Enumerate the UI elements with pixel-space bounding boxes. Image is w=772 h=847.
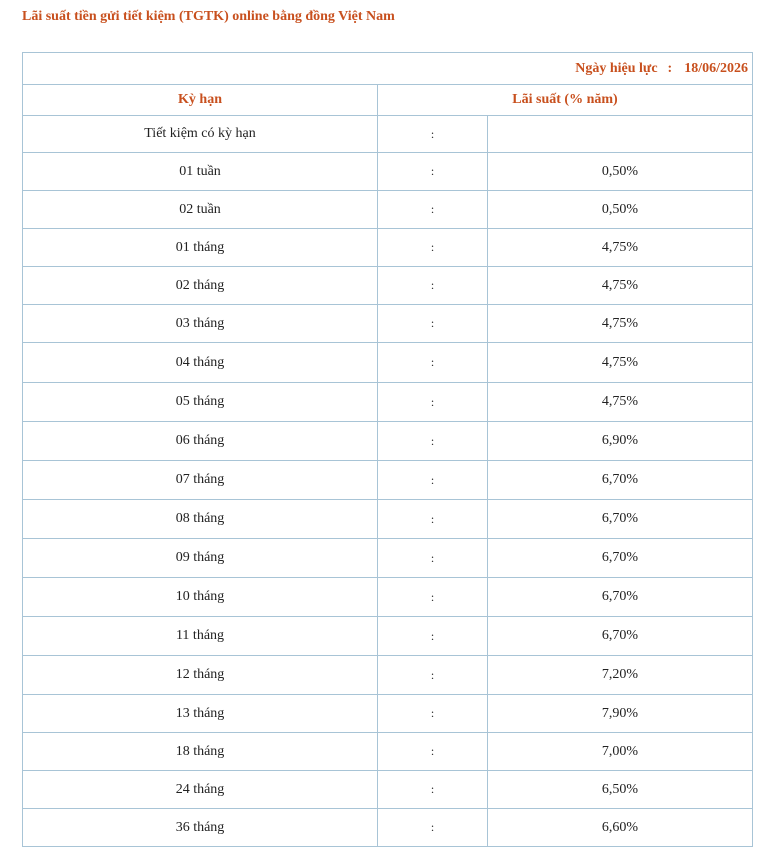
term-cell: 09 tháng — [23, 539, 378, 578]
effective-date-separator: : — [667, 60, 673, 76]
table-row — [23, 539, 753, 578]
rate-cell: 0,50% — [488, 191, 753, 229]
effective-date-label: Ngày hiệu lực — [575, 60, 658, 76]
rate-cell: 6,70% — [488, 617, 753, 656]
effective-date-row — [23, 53, 753, 85]
table-row — [23, 267, 753, 305]
rate-cell: 6,70% — [488, 578, 753, 617]
table-row — [23, 656, 753, 695]
separator-cell: : — [378, 539, 488, 578]
table-row — [23, 695, 753, 733]
term-cell: Tiết kiệm có kỳ hạn — [23, 116, 378, 153]
rate-cell: 4,75% — [488, 267, 753, 305]
term-cell: 04 tháng — [23, 343, 378, 383]
term-cell: 24 tháng — [23, 771, 378, 809]
page-title: Lãi suất tiền gửi tiết kiệm (TGTK) online bằng đồng Việt Nam — [22, 9, 395, 24]
rate-cell: 6,50% — [488, 771, 753, 809]
table-row — [23, 153, 753, 191]
term-cell: 11 tháng — [23, 617, 378, 656]
term-cell: 01 tháng — [23, 229, 378, 267]
term-column-header: Kỳ hạn — [23, 85, 378, 116]
table-row — [23, 116, 753, 153]
term-cell: 05 tháng — [23, 383, 378, 422]
term-cell: 08 tháng — [23, 500, 378, 539]
rate-cell: 7,90% — [488, 695, 753, 733]
effective-date-cell — [23, 53, 753, 85]
separator-cell: : — [378, 578, 488, 617]
separator-cell: : — [378, 617, 488, 656]
term-cell: 07 tháng — [23, 461, 378, 500]
table-row — [23, 422, 753, 461]
separator-cell: : — [378, 461, 488, 500]
table-row — [23, 229, 753, 267]
rate-cell: 7,00% — [488, 733, 753, 771]
table-row — [23, 578, 753, 617]
term-cell: 10 tháng — [23, 578, 378, 617]
interest-rate-table — [22, 52, 753, 847]
rate-cell — [488, 116, 753, 153]
separator-cell: : — [378, 695, 488, 733]
table-row — [23, 771, 753, 809]
separator-cell: : — [378, 422, 488, 461]
term-cell: 01 tuần — [23, 153, 378, 191]
table-row — [23, 383, 753, 422]
rate-cell: 6,70% — [488, 500, 753, 539]
term-cell: 02 tháng — [23, 267, 378, 305]
separator-cell: : — [378, 191, 488, 229]
separator-cell: : — [378, 305, 488, 343]
term-cell: 02 tuần — [23, 191, 378, 229]
rate-cell: 4,75% — [488, 229, 753, 267]
rate-cell: 4,75% — [488, 305, 753, 343]
term-cell: 12 tháng — [23, 656, 378, 695]
separator-cell: : — [378, 500, 488, 539]
separator-cell: : — [378, 656, 488, 695]
table-row — [23, 500, 753, 539]
separator-cell: : — [378, 116, 488, 153]
table-row — [23, 305, 753, 343]
term-cell: 18 tháng — [23, 733, 378, 771]
separator-cell: : — [378, 153, 488, 191]
table-row — [23, 733, 753, 771]
term-cell: 03 tháng — [23, 305, 378, 343]
effective-date-value: 18/06/2026 — [684, 60, 748, 76]
separator-cell: : — [378, 343, 488, 383]
rate-column-header: Lãi suất (% năm) — [378, 85, 753, 116]
separator-cell: : — [378, 383, 488, 422]
rate-cell: 7,20% — [488, 656, 753, 695]
table-row — [23, 343, 753, 383]
table-row — [23, 461, 753, 500]
separator-cell: : — [378, 771, 488, 809]
rate-cell: 4,75% — [488, 343, 753, 383]
table-row — [23, 617, 753, 656]
rate-cell: 6,90% — [488, 422, 753, 461]
term-cell: 06 tháng — [23, 422, 378, 461]
separator-cell: : — [378, 229, 488, 267]
separator-cell: : — [378, 809, 488, 847]
table-row — [23, 809, 753, 847]
rate-cell: 4,75% — [488, 383, 753, 422]
rate-cell: 6,60% — [488, 809, 753, 847]
rate-cell: 6,70% — [488, 461, 753, 500]
table-row — [23, 191, 753, 229]
term-cell: 36 tháng — [23, 809, 378, 847]
separator-cell: : — [378, 733, 488, 771]
table-header-row — [23, 85, 753, 116]
rate-cell: 6,70% — [488, 539, 753, 578]
separator-cell: : — [378, 267, 488, 305]
term-cell: 13 tháng — [23, 695, 378, 733]
rate-cell: 0,50% — [488, 153, 753, 191]
